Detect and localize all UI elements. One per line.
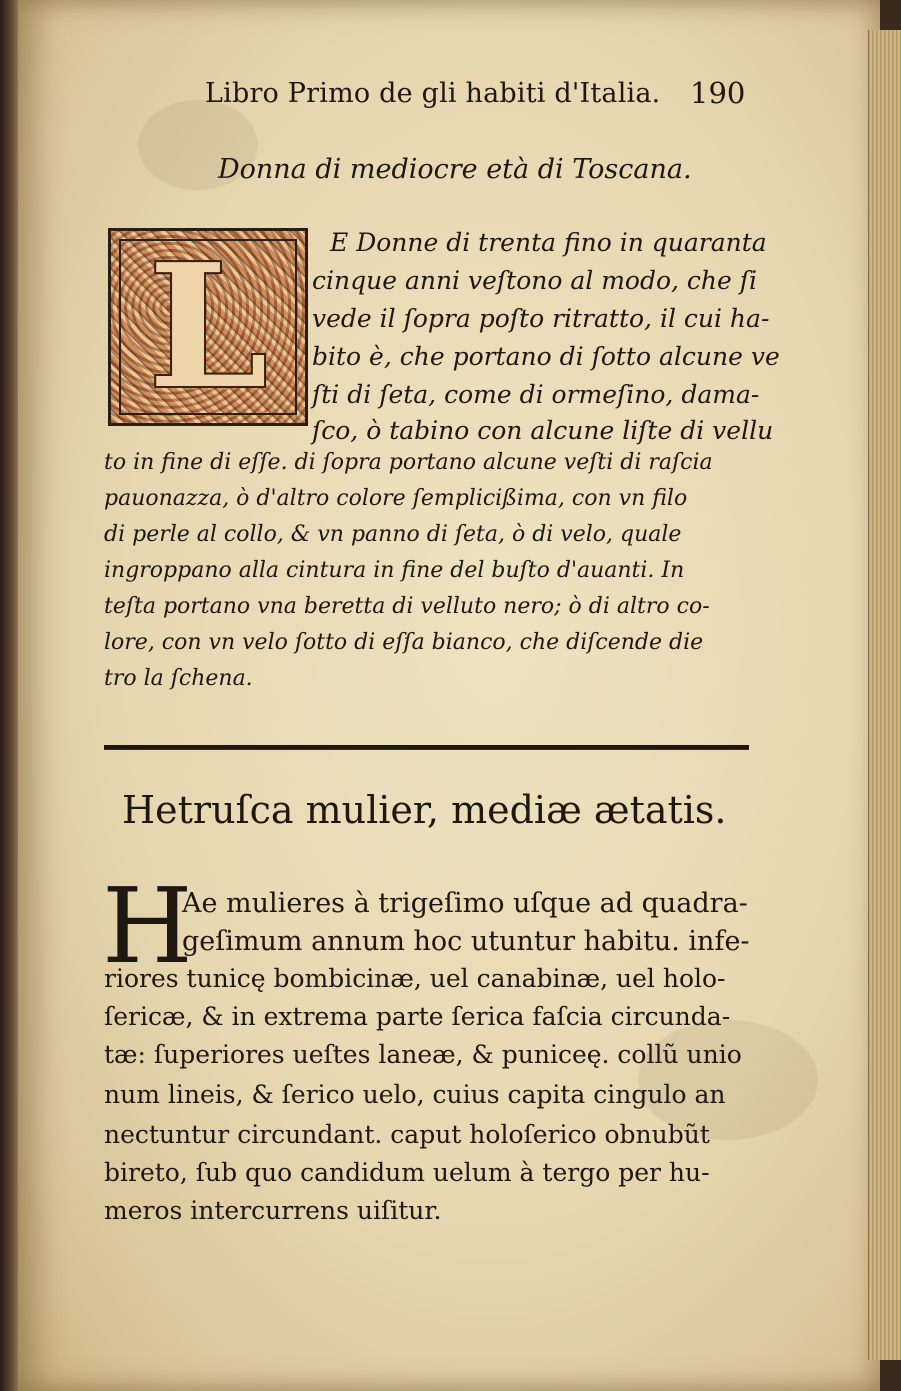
page-edges	[868, 30, 901, 1360]
italian-line-10: ingroppano alla cintura in fine del buſto d'auanti. In	[104, 558, 685, 583]
italian-line-3: vede il ſopra poſto ritratto, il cui ha-	[312, 304, 770, 333]
italian-section-title: Donna di mediocre età di Toscana.	[218, 154, 692, 185]
italian-line-6: ſco, ò tabino con alcune liſte di vellu	[312, 416, 774, 445]
latin-line-3: riores tunicę bombicinæ, uel canabinæ, uel holo-	[104, 964, 726, 993]
book-gutter	[0, 0, 18, 1391]
initial-letter: L	[148, 227, 268, 427]
italian-line-4: bito è, che portano di ſotto alcune ve	[312, 342, 780, 371]
latin-line-5: tæ: ſuperiores ueſtes laneæ, & puniceę. collũ unio	[104, 1040, 742, 1069]
latin-line-8: bireto, ſub quo candidum uelum à tergo per hu-	[104, 1158, 710, 1187]
latin-line-1: Ae mulieres à trigeſimo uſque ad quadra-	[182, 888, 748, 919]
italian-line-11: teſta portano vna beretta di velluto nero; ò di altro co-	[104, 594, 710, 619]
page-number: 190	[690, 76, 746, 110]
running-title: Libro Primo de gli habiti d'Italia.	[205, 78, 661, 109]
latin-line-4: ſericæ, & in extrema parte ſerica faſcia circunda-	[104, 1002, 731, 1031]
italian-line-8: pauonazza, ò d'altro colore ſemplicißima, con vn filo	[104, 486, 688, 511]
italian-line-13: tro la ſchena.	[104, 666, 253, 691]
latin-section-title: Hetruſca mulier, mediæ ætatis.	[122, 788, 727, 832]
latin-initial-h: H	[102, 865, 193, 987]
decorated-initial-l	[108, 228, 308, 426]
italian-line-12: lore, con vn velo ſotto di eſſa bianco, che diſcende die	[104, 630, 704, 655]
latin-line-2: geſimum annum hoc utuntur habitu. infe-	[182, 926, 750, 957]
latin-line-9: meros intercurrens uiſitur.	[104, 1196, 442, 1225]
italian-line-9: di perle al collo, & vn panno di ſeta, ò di velo, quale	[104, 522, 682, 547]
section-divider-rule	[104, 745, 749, 750]
latin-line-6: num lineis, & ſerico uelo, cuius capita cingulo an	[104, 1080, 726, 1109]
italian-line-7: to in fine di eſſe. di ſopra portano alcune veſti di raſcia	[104, 450, 713, 475]
italian-line-5: ſti di ſeta, come di ormeſino, dama-	[312, 380, 760, 409]
italian-line-1: E Donne di trenta fino in quaranta	[330, 228, 767, 257]
italian-line-2: cinque anni veſtono al modo, che ſi	[312, 266, 758, 295]
latin-line-7: nectuntur circundant. caput holoſerico obnubũt	[104, 1120, 710, 1149]
